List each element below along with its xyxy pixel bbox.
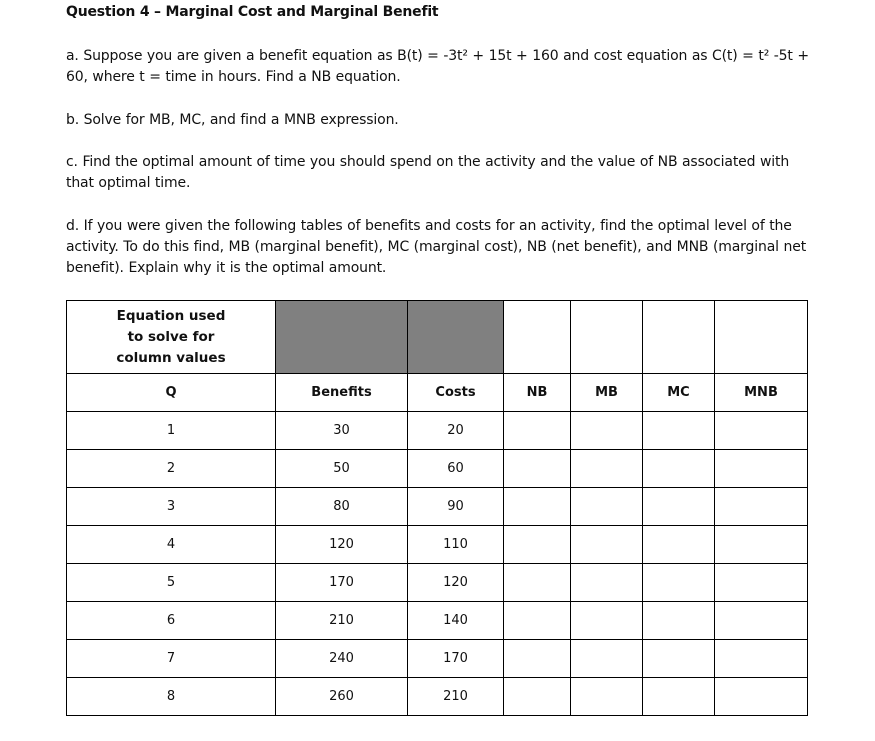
column-header-costs: Costs: [408, 374, 504, 412]
mnb-cell[interactable]: [715, 640, 808, 678]
q-cell: 5: [67, 564, 276, 602]
mc-cell[interactable]: [643, 564, 715, 602]
nb-equation-cell[interactable]: [504, 301, 571, 374]
column-header-mb: MB: [571, 374, 643, 412]
mb-cell[interactable]: [571, 678, 643, 716]
part-c-text: c. Find the optimal amount of time you should spend on the activity and the value of NB associated with that optimal time.: [66, 154, 790, 191]
costs-cell: 60: [408, 450, 504, 488]
column-header-benefits: Benefits: [276, 374, 408, 412]
mc-cell[interactable]: [643, 412, 715, 450]
cost-benefit-table: [66, 300, 808, 716]
mb-cell[interactable]: [571, 450, 643, 488]
benefits-cell: 80: [276, 488, 408, 526]
benefits-equation-cell: [276, 301, 408, 374]
equation-label-cell: [67, 301, 276, 374]
mnb-equation-cell[interactable]: [715, 301, 808, 374]
benefits-cell: 120: [276, 526, 408, 564]
nb-cell[interactable]: [504, 602, 571, 640]
q-cell: 4: [67, 526, 276, 564]
question-title: Question 4 – Marginal Cost and Marginal Benefit: [66, 4, 439, 20]
mc-equation-cell[interactable]: [643, 301, 715, 374]
mb-cell[interactable]: [571, 412, 643, 450]
benefits-cell: 170: [276, 564, 408, 602]
nb-cell[interactable]: [504, 678, 571, 716]
costs-cell: 120: [408, 564, 504, 602]
benefits-cell: 210: [276, 602, 408, 640]
mc-cell[interactable]: [643, 602, 715, 640]
mb-cell[interactable]: [571, 526, 643, 564]
q-cell: 6: [67, 602, 276, 640]
column-header-row: [67, 374, 808, 412]
table-row: [67, 412, 808, 450]
part-b-text: b. Solve for MB, MC, and find a MNB expression.: [66, 112, 399, 128]
table-row: [67, 640, 808, 678]
column-header-mnb: MNB: [715, 374, 808, 412]
mnb-cell[interactable]: [715, 678, 808, 716]
mb-cell[interactable]: [571, 564, 643, 602]
nb-cell[interactable]: [504, 640, 571, 678]
q-cell: 7: [67, 640, 276, 678]
table-row: [67, 488, 808, 526]
column-header-nb: NB: [504, 374, 571, 412]
mb-cell[interactable]: [571, 488, 643, 526]
mnb-cell[interactable]: [715, 412, 808, 450]
column-header-mc: MC: [643, 374, 715, 412]
table-row: [67, 450, 808, 488]
nb-cell[interactable]: [504, 564, 571, 602]
q-cell: 3: [67, 488, 276, 526]
benefits-cell: 50: [276, 450, 408, 488]
mnb-cell[interactable]: [715, 564, 808, 602]
nb-cell[interactable]: [504, 450, 571, 488]
mb-cell[interactable]: [571, 640, 643, 678]
costs-cell: 90: [408, 488, 504, 526]
table-row: [67, 602, 808, 640]
part-a-text: a. Suppose you are given a benefit equation as B(t) = -3t² + 15t + 160 and cost equation as C(t) = t² -5t + 60, where t = time in hours. Find a NB equation.: [66, 48, 809, 85]
benefits-cell: 30: [276, 412, 408, 450]
benefits-cell: 260: [276, 678, 408, 716]
nb-cell[interactable]: [504, 488, 571, 526]
mnb-cell[interactable]: [715, 526, 808, 564]
q-cell: 1: [67, 412, 276, 450]
mnb-cell[interactable]: [715, 450, 808, 488]
mc-cell[interactable]: [643, 488, 715, 526]
mnb-cell[interactable]: [715, 602, 808, 640]
nb-cell[interactable]: [504, 526, 571, 564]
q-cell: 2: [67, 450, 276, 488]
costs-cell: 210: [408, 678, 504, 716]
mc-cell[interactable]: [643, 678, 715, 716]
q-cell: 8: [67, 678, 276, 716]
equation-row: [67, 301, 808, 374]
column-header-q: Q: [67, 374, 276, 412]
equation-label: Equation used to solve for column values: [116, 307, 226, 366]
table-row: [67, 526, 808, 564]
benefits-cell: 240: [276, 640, 408, 678]
costs-cell: 20: [408, 412, 504, 450]
part-d-text: d. If you were given the following tables of benefits and costs for an activity, find the optimal level of the activity. To do this find, MB (marginal benefit), MC (marginal cost), NB (net benefit), and MNB (marginal net benefit). Explain why it is the optimal amount.: [66, 218, 807, 276]
mnb-cell[interactable]: [715, 488, 808, 526]
nb-cell[interactable]: [504, 412, 571, 450]
mb-cell[interactable]: [571, 602, 643, 640]
costs-cell: 110: [408, 526, 504, 564]
costs-equation-cell: [408, 301, 504, 374]
table-row: [67, 564, 808, 602]
mb-equation-cell[interactable]: [571, 301, 643, 374]
table-row: [67, 678, 808, 716]
costs-cell: 170: [408, 640, 504, 678]
mc-cell[interactable]: [643, 640, 715, 678]
costs-cell: 140: [408, 602, 504, 640]
mc-cell[interactable]: [643, 526, 715, 564]
mc-cell[interactable]: [643, 450, 715, 488]
